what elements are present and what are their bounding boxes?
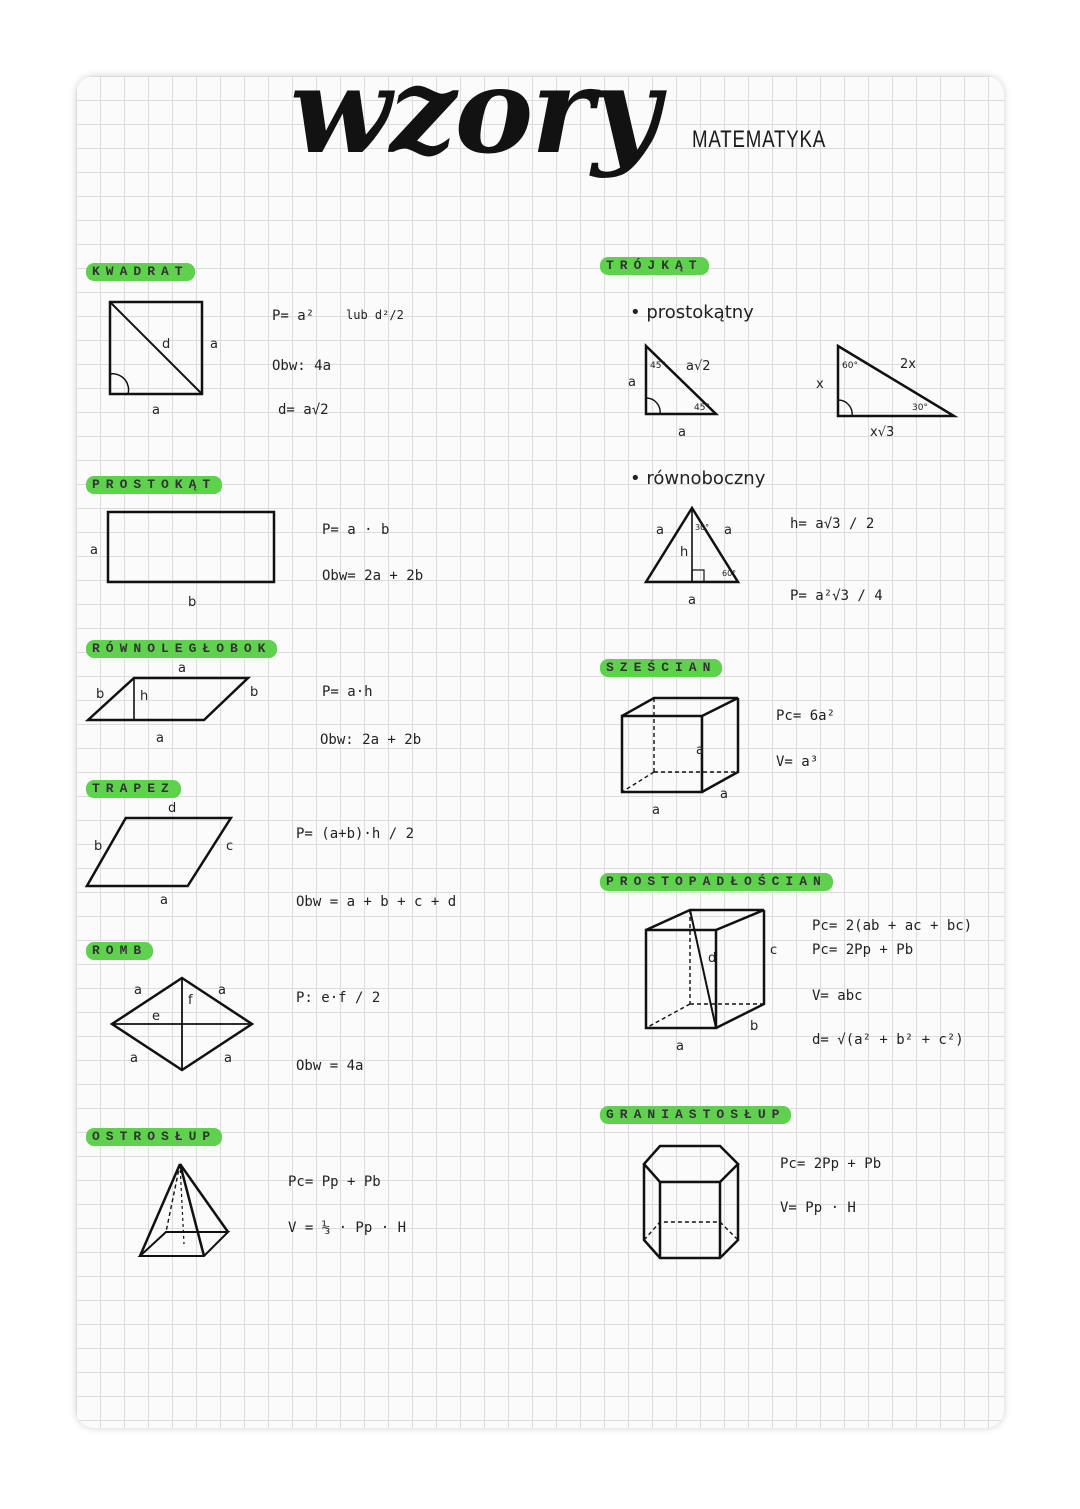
label-a-br: a [224,1051,232,1066]
label-d: d [708,951,717,966]
label-b: b [94,839,103,854]
formula-surface: Pc= 2Pp + Pb [780,1156,882,1172]
formula-volume: V= abc [812,988,863,1004]
label-b-left: b [96,687,105,702]
label-2x: 2x [900,357,916,372]
heading-prostopadloscian: PROSTOPADŁOŚCIAN [600,873,833,891]
label-a-bottom: a [688,593,696,608]
label-a: a [676,1039,684,1054]
label-d: d [168,801,177,816]
label-a-right: a [724,523,732,538]
formula-volume: V= a³ [776,754,819,770]
label-angle-30: 30° [912,403,928,413]
label-a-tl: a [134,983,142,998]
formula-area: P= a · b [322,522,390,538]
formula-surface-alt: Pc= 2Pp + Pb [812,942,914,958]
label-a-depth: a [720,787,728,802]
square-figure [100,296,220,426]
page-subtitle: MATEMATYKA [692,126,827,153]
formula-perimeter: Obw = a + b + c + d [296,894,457,910]
formula-surface: Pc= 6a² [776,708,836,724]
equilateral-triangle [640,504,760,608]
formula-area: P= (a+b)·h / 2 [296,826,415,842]
rhombus-figure [104,972,264,1082]
right-triangle-45 [620,338,730,442]
heading-trojkat: TRÓJKĄT [600,257,709,275]
label-h: h [140,689,149,704]
label-x-root3: x√3 [870,425,895,440]
formula-height: h= a√3 / 2 [790,516,875,532]
pyramid-figure [132,1160,242,1270]
label-angle-60: 60° [722,569,737,578]
label-f: f [188,993,193,1008]
formula-volume: V = ⅓ · Pp · H [288,1220,407,1236]
label-angle-right: 45° [694,403,710,413]
label-a: a [160,893,168,908]
formula-perimeter: Obw: 2a + 2b [320,732,422,748]
label-a-left: a [656,523,664,538]
label-b-right: b [250,685,259,700]
label-a-bl: a [130,1051,138,1066]
label-leg-bottom: a [678,425,686,440]
label-a-edge: a [696,743,704,758]
formula-perimeter: Obw: 4a [272,358,332,374]
cuboid-figure [640,904,800,1054]
formula-diagonal: d= √(a² + b² + c²) [812,1032,964,1048]
label-angle-60: 60° [842,361,858,371]
label-c: c [770,943,778,958]
formula-area: P: e·f / 2 [296,990,381,1006]
label-angle-top: 45° [650,361,666,371]
formula-perimeter: Obw= 2a + 2b [322,568,424,584]
formula-surface: Pc= Pp + Pb [288,1174,381,1190]
label-a: a [90,543,98,558]
label-hypotenuse: a√2 [686,359,711,374]
label-angle-30: 30° [695,523,710,532]
formula-area-alt: lub d²/2 [346,308,404,322]
formula-volume: V= Pp · H [780,1200,856,1216]
heading-rownoleglobok: RÓWNOLEGŁOBOK [86,640,277,658]
label-b: b [188,595,197,610]
label-a-bottom: a [156,731,164,746]
label-x: x [816,377,824,392]
parallelogram-figure [84,660,274,750]
heading-kwadrat: KWADRAT [86,263,195,281]
subheading-rownoboczny: • równoboczny [630,468,766,489]
heading-trapez: TRAPEZ [86,780,181,798]
formula-surface: Pc= 2(ab + ac + bc) [812,918,973,934]
label-a-bottom: a [652,803,660,818]
heading-ostroslup: OSTROSŁUP [86,1128,222,1146]
heading-szescian: SZEŚCIAN [600,659,722,677]
label-a-bottom: a [152,403,160,418]
label-e: e [152,1009,160,1024]
label-a-top: a [178,661,186,676]
formula-area: P= a·h [322,684,373,700]
cube-figure [614,690,754,820]
trapezoid-figure [84,800,254,910]
page-title: wzory [290,41,659,180]
heading-prostokat: PROSTOKĄT [86,476,222,494]
label-leg-left: a [628,375,636,390]
label-a-side: a [210,337,218,352]
label-c: c [226,839,234,854]
right-triangle-30-60 [808,338,958,442]
hexagonal-prism-figure [640,1138,750,1268]
heading-graniastoslup: GRANIASTOSŁUP [600,1106,791,1124]
formula-diagonal: d= a√2 [278,402,329,418]
formula-area: P= a² [272,308,315,324]
label-d: d [162,337,171,352]
formula-area: P= a²√3 / 4 [790,588,883,604]
heading-romb: ROMB [86,942,153,960]
label-b: b [750,1019,759,1034]
subheading-prostokatny: • prostokątny [630,302,754,323]
rectangle-figure [84,506,284,616]
formula-perimeter: Obw = 4a [296,1058,364,1074]
label-a-tr: a [218,983,226,998]
label-h: h [680,545,689,560]
